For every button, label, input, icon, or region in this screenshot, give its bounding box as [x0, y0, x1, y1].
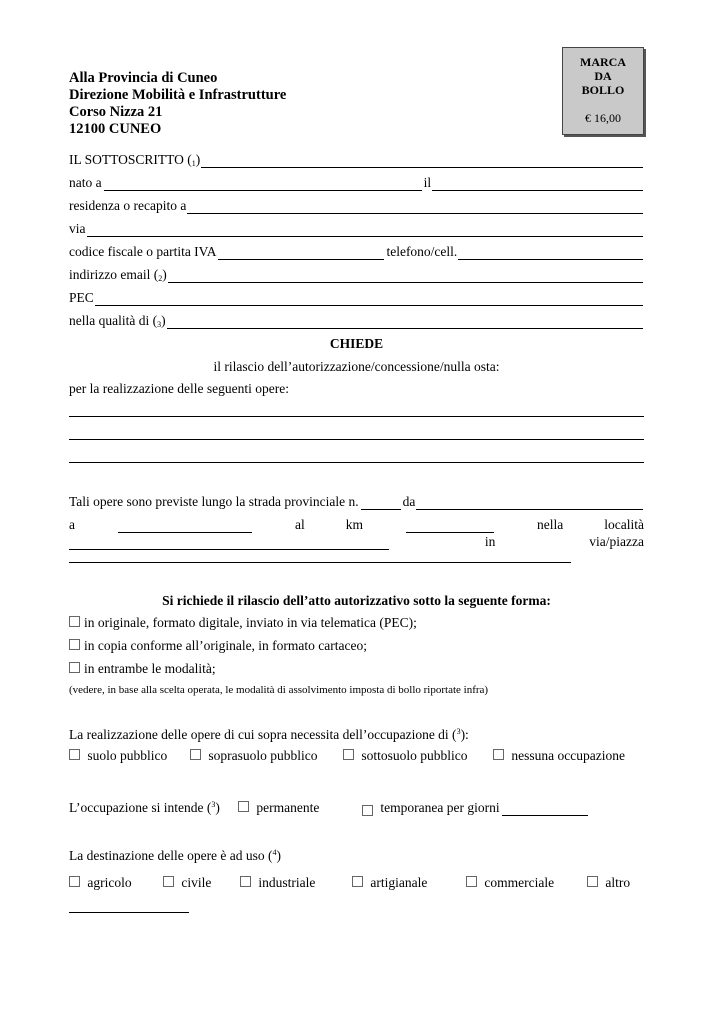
checkbox[interactable] [238, 801, 249, 812]
civile-label: civile [181, 875, 212, 890]
occupazione-soprasuolo[interactable] [190, 748, 318, 764]
checkbox[interactable] [190, 749, 201, 760]
email-row: indirizzo email ( $_2$ ) [69, 265, 644, 283]
checkbox[interactable] [69, 662, 80, 673]
residenza-row [69, 196, 644, 214]
nato-a-field[interactable] [104, 178, 422, 191]
forma-title: Si richiede il rilascio dell’atto autorizzativo sotto la seguente forma: [162, 593, 551, 608]
opere-line-2[interactable] [69, 439, 644, 440]
commerciale-label: commerciale [484, 875, 555, 890]
il-label: il [423, 175, 432, 190]
opere-label: per la realizzazione delle seguenti opere: [69, 381, 290, 396]
permanente-label: permanente [256, 800, 320, 815]
chiede-title: CHIEDE [329, 336, 384, 351]
uso-industriale[interactable] [240, 875, 315, 891]
footnote-ref: 3 [157, 320, 162, 329]
nascita-row [69, 173, 644, 191]
opere-line-3[interactable] [69, 462, 644, 463]
via-piazza-row [69, 532, 644, 550]
forma-option-1[interactable] [69, 615, 417, 631]
soprasuolo-label: soprasuolo pubblico [208, 748, 318, 763]
email-label: indirizzo email ( [69, 267, 159, 282]
nato-a-label: nato a [69, 175, 102, 190]
marca-da-bollo-box [562, 47, 644, 135]
stamp-line1: MARCA [580, 55, 626, 69]
via-piazza-label: via/piazza [589, 534, 645, 549]
durata-label: L’occupazione si intende ( [69, 800, 212, 815]
footnote-ref: 2 [158, 274, 163, 283]
footnote-ref: 3 [456, 727, 461, 736]
nella-label: nella [537, 517, 564, 532]
checkbox[interactable] [240, 876, 251, 887]
localita-row [69, 515, 644, 533]
sottoscritto-row: IL SOTTOSCRITTO ( $_1$ ) [69, 150, 644, 168]
destinazione-label: La destinazione delle opere è ad uso ( [69, 848, 273, 863]
checkbox[interactable] [163, 876, 174, 887]
altro-field[interactable] [69, 912, 189, 913]
address-line3: Corso Nizza 21 [69, 104, 163, 120]
stamp-price: € 16,00 [585, 111, 621, 125]
address-line4: 12100 CUNEO [69, 121, 162, 137]
telefono-field[interactable] [458, 247, 643, 260]
occupazione-label: La realizzazione delle opere di cui sopra necessita dell’occupazione di ( [69, 727, 457, 742]
checkbox[interactable] [69, 639, 80, 650]
footnote-ref: 3 [211, 800, 216, 809]
uso-civile[interactable] [163, 875, 211, 891]
uso-artigianale[interactable] [352, 875, 427, 891]
occupazione-text: La realizzazione delle opere di cui sopra necessita dell’occupazione di ($^3$): [69, 727, 469, 742]
via-field[interactable] [87, 224, 644, 237]
residenza-field[interactable] [187, 201, 643, 214]
durata-row: L’occupazione si intende ($^3$) [69, 800, 220, 815]
checkbox[interactable] [466, 876, 477, 887]
durata-temporanea[interactable] [362, 800, 590, 816]
data-nascita-field[interactable] [432, 178, 643, 191]
pec-row [69, 288, 644, 306]
uso-altro[interactable] [587, 875, 630, 891]
forma-note: (vedere, in base alla scelta operata, le modalità di assolvimento imposta di bollo riportate infra) [69, 684, 489, 696]
via-row [69, 219, 644, 237]
footnote-ref: 1 [191, 159, 196, 168]
qualita-row: nella qualità di ( $_3$ ) [69, 311, 644, 329]
da-label: da [402, 494, 416, 509]
localita-field[interactable] [69, 537, 389, 550]
checkbox[interactable] [352, 876, 363, 887]
giorni-field[interactable] [502, 803, 588, 816]
artigianale-label: artigianale [370, 875, 428, 890]
in-label: in [484, 534, 496, 549]
pec-label: PEC [69, 290, 94, 305]
nessuna-label: nessuna occupazione [511, 748, 625, 763]
checkbox[interactable] [343, 749, 354, 760]
uso-agricolo[interactable] [69, 875, 132, 891]
da-field[interactable] [416, 497, 643, 510]
occupazione-nessuna[interactable] [493, 748, 625, 764]
qualita-label: nella qualità di ( [69, 313, 158, 328]
codice-fiscale-label: codice fiscale o partita IVA [69, 244, 217, 259]
telefono-label: telefono/cell. [386, 244, 458, 259]
forma-option-1-label: in originale, formato digitale, inviato in via telematica (PEC); [84, 615, 417, 630]
chiede-subtitle: il rilascio dell’autorizzazione/concessione/nulla osta: [213, 359, 500, 374]
stamp-line3: BOLLO [581, 83, 625, 97]
temporanea-label: temporanea per giorni [380, 800, 500, 815]
opere-line-1[interactable] [69, 416, 644, 417]
via-piazza-field[interactable] [69, 562, 571, 563]
stamp-line2: DA [594, 69, 612, 83]
agricolo-label: agricolo [87, 875, 132, 890]
checkbox[interactable] [493, 749, 504, 760]
codice-fiscale-row [69, 242, 644, 260]
uso-commerciale[interactable] [466, 875, 554, 891]
forma-option-2[interactable] [69, 638, 367, 654]
email-field[interactable] [168, 270, 643, 283]
sottoscritto-label: IL SOTTOSCRITTO ( [69, 152, 192, 167]
checkbox[interactable] [362, 805, 373, 816]
checkbox[interactable] [587, 876, 598, 887]
destinazione-text: La destinazione delle opere è ad uso ($^4$) [69, 848, 282, 863]
sottosuolo-label: sottosuolo pubblico [361, 748, 468, 763]
a-label: a [69, 517, 75, 532]
address-line2: Direzione Mobilità e Infrastrutture [69, 87, 287, 103]
pec-field[interactable] [95, 293, 643, 306]
durata-permanente[interactable] [238, 800, 319, 816]
al-label: al [295, 517, 305, 532]
checkbox[interactable] [69, 749, 80, 760]
altro-label: altro [605, 875, 631, 890]
via-label: via [69, 221, 86, 236]
suolo-label: suolo pubblico [87, 748, 168, 763]
localita-label: località [604, 517, 644, 532]
industriale-label: industriale [258, 875, 316, 890]
checkbox[interactable] [69, 616, 80, 627]
codice-fiscale-field[interactable] [218, 247, 384, 260]
qualita-field[interactable] [167, 316, 643, 329]
strada-label: Tali opere sono previste lungo la strada provinciale n. [69, 494, 359, 509]
strada-numero-field[interactable] [361, 497, 401, 510]
checkbox[interactable] [69, 876, 80, 887]
occupazione-suolo[interactable] [69, 748, 167, 764]
occupazione-sottosuolo[interactable] [343, 748, 468, 764]
sottoscritto-field[interactable] [201, 155, 643, 168]
forma-option-3[interactable] [69, 661, 216, 677]
forma-option-2-label: in copia conforme all’originale, in formato cartaceo; [84, 638, 367, 653]
address-line1: Alla Provincia di Cuneo [69, 70, 218, 86]
forma-option-3-label: in entrambe le modalità; [84, 661, 216, 676]
residenza-label: residenza o recapito a [69, 198, 187, 213]
footnote-ref: 4 [272, 848, 277, 857]
km-label: km [345, 517, 364, 532]
recipient-address [69, 70, 286, 138]
strada-row [69, 492, 644, 510]
